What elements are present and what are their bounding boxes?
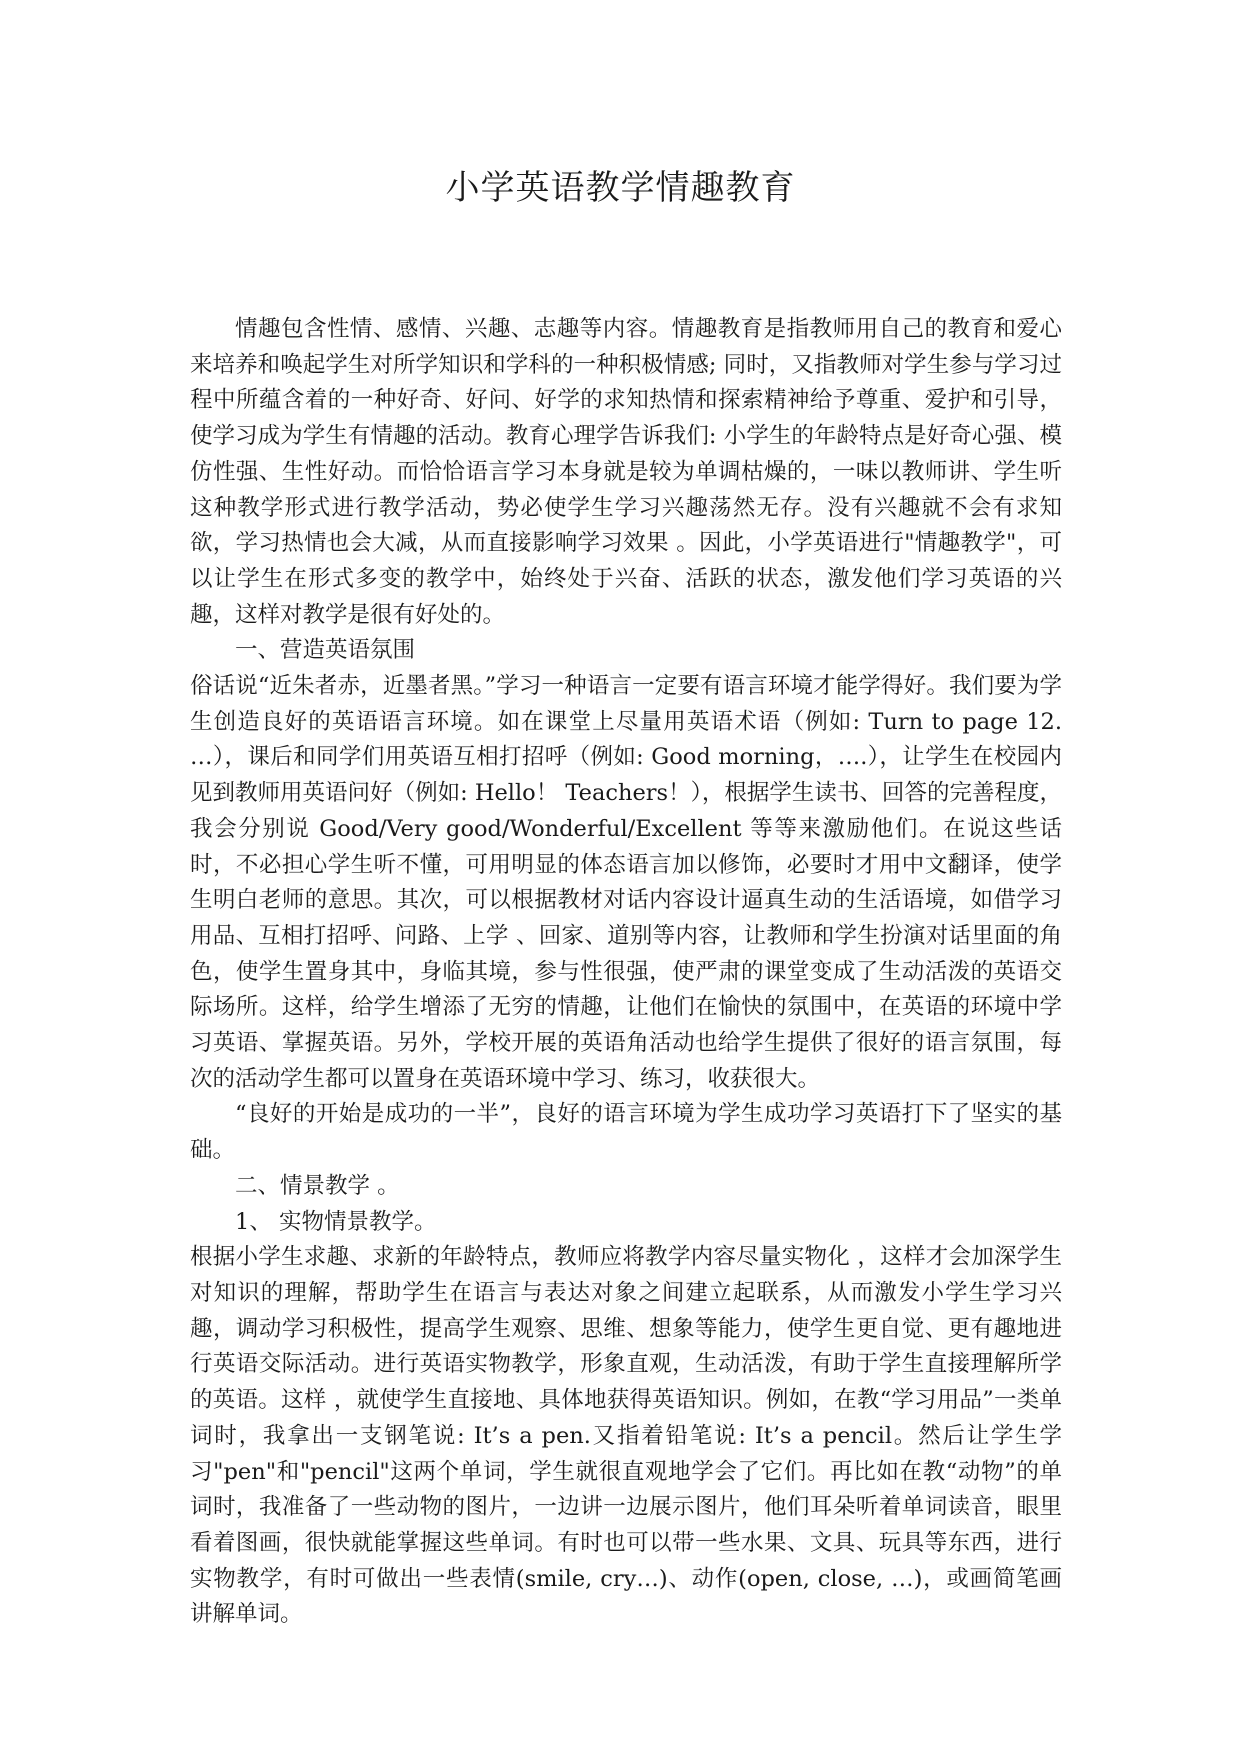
paragraph-section-1: 俗话说“近朱者赤，近墨者黑。”学习一种语言一定要有语言环境才能学得好。我们要为学生创造良好的英语语言环境。如在课堂上尽量用英语术语（例如: Turn to page 12. …），课后和同学们用英语互相打招呼（例如: Good morning，….），让学生在校园内见到教师用英语问好（例如: Hello！ Teachers！），根据学生读书、回答的完善程度，我会分别说 Good/Very good/Wonderful/Excellent 等等来激励他们。在说这些话时，不必担心学生听不懂，可用明显的体态语言加以修饰，必要时才用中文翻译，使学生明白老师的意思。其次，可以根据教材对话内容设计逼真生动的生活语境，如借学习用品、互相打招呼、问路、上学 、回家、道别等内容，让教师和学生扮演对话里面的角色，使学生置身其中，身临其境，参与性很强，使严肃的课堂变成了生动活泼的英语交际场所。这样，给学生增添了无穷的情趣，让他们在愉快的氛围中，在英语的环境中学习英语、掌握英语。另外，学校开展的英语角活动也给学生提供了很好的语言氛围，每次的活动学生都可以置身在英语环境中学习、练习，收获很大。: [190, 673, 1062, 1092]
subsection-heading-1: 1、 实物情景教学。: [235, 1208, 437, 1235]
paragraph-quote: “良好的开始是成功的一半”，良好的语言环境为学生成功学习英语打下了坚实的基础。: [190, 1101, 1062, 1164]
document-title: 小学英语教学情趣教育: [445, 168, 796, 208]
section-heading-2: 二、情景教学 。: [235, 1172, 400, 1199]
section-heading-1: 一、营造英语氛围: [235, 637, 416, 664]
paragraph-subsection-1: 根据小学生求趣、求新的年龄特点，教师应将教学内容尽量实物化 ，这样才会加深学生对知识的理解，帮助学生在语言与表达对象之间建立起联系，从而激发小学生学习兴趣，调动学习积极性，提高学生观察、思维、想象等能力，使学生更自觉、更有趣地进行英语交际活动。进行英语实物教学，形象直观，生动活泼，有助于学生直接理解所学的英语。这样 ，就使学生直接地、具体地获得英语知识。例如，在教“学习用品”一类单词时，我拿出一支钢笔说: It’s a pen.又指着铅笔说: It’s a pencil。然后让学生学习"pen"和"pencil"这两个单词，学生就很直观地学会了它们。再比如在教“动物”的单词时，我准备了一些动物的图片，一边讲一边展示图片，他们耳朵听着单词读音，眼里看着图画，很快就能掌握这些单词。有时也可以带一些水果、文具、玩具等东西，进行实物教学，有时可做出一些表情(smile, cry…)、动作(open, close, …)，或画简笔画讲解单词。: [190, 1244, 1062, 1628]
document-body: [190, 312, 1062, 1633]
paragraph-intro: 情趣包含性情、感情、兴趣、志趣等内容。情趣教育是指教师用自己的教育和爱心来培养和唤起学生对所学知识和学科的一种积极情感; 同时，又指教师对学生参与学习过程中所蕴含着的一种好奇、好问、好学的求知热情和探索精神给予尊重、爱护和引导，使学习成为学生有情趣的活动。教育心理学告诉我们: 小学生的年龄特点是好奇心强、模仿性强、生性好动。而恰恰语言学习本身就是较为单调枯燥的，一味以教师讲、学生听这种教学形式进行教学活动，势必使学生学习兴趣荡然无存。没有兴趣就不会有求知欲，学习热情也会大减，从而直接影响学习效果 。因此，小学英语进行"情趣教学"，可以让学生在形式多变的教学中，始终处于兴奋、活跃的状态，激发他们学习英语的兴趣，这样对教学是很有好处的。: [190, 316, 1062, 628]
